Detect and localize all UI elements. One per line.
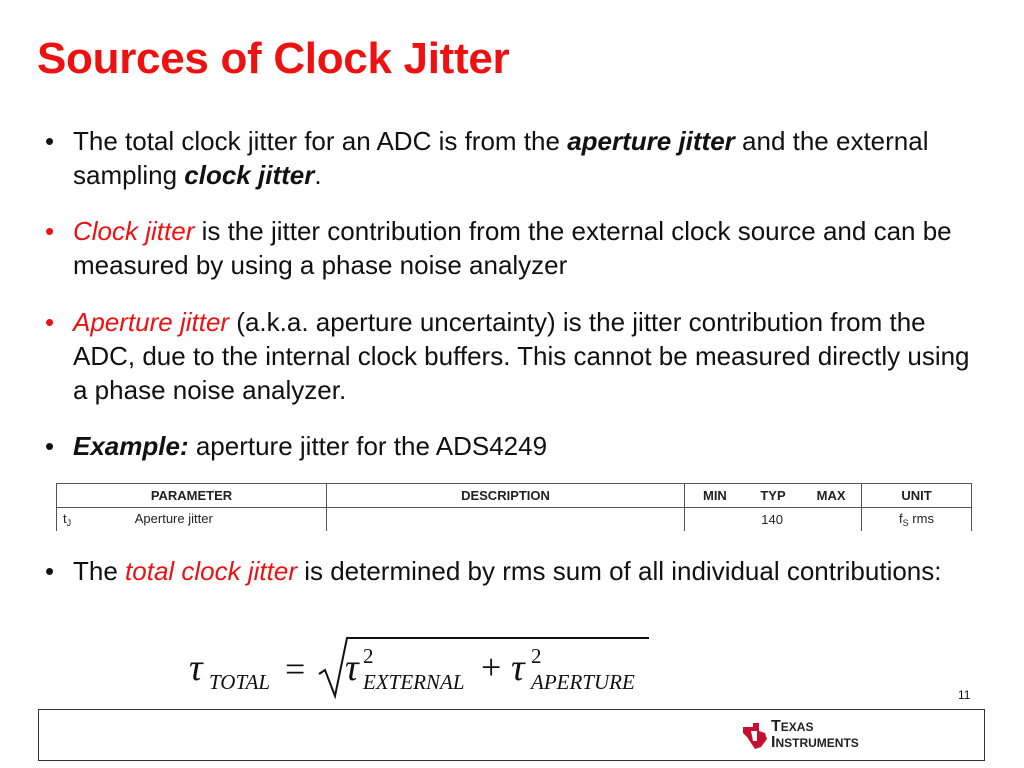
bullet-text: and the external sampling (73, 126, 929, 190)
equals-sign: = (285, 649, 306, 689)
sup-external: 2 (363, 644, 374, 668)
header-unit: UNIT (862, 484, 972, 508)
bullet-clock-jitter (45, 214, 975, 282)
param-name: Aperture jitter (134, 511, 213, 526)
texas-instruments-logo (741, 719, 871, 753)
slide-title: Sources of Clock Jitter (37, 34, 510, 83)
bullet-text: is the jitter contribution from the external clock source and can be measured by using a phase noise analyzer (73, 216, 952, 280)
bullet-dot: • (45, 431, 55, 461)
bullet-text: is determined by rms sum of all individual contributions: (296, 556, 942, 586)
bullet-example (45, 429, 975, 463)
cell-values (685, 508, 862, 532)
bullet-text: The total clock jitter for an ADC is from the (73, 126, 568, 156)
emphasis-clock-jitter: clock jitter (184, 160, 315, 190)
bullet-dot: • (45, 307, 55, 337)
header-typ: TYP (760, 488, 786, 503)
sub-aperture: APERTURE (531, 670, 635, 694)
cell-unit: $f_S$ rms (862, 508, 972, 532)
cell-description (327, 508, 685, 532)
header-min-typ-max (685, 484, 862, 508)
header-parameter: PARAMETER (57, 484, 327, 508)
header-min: MIN (702, 488, 727, 503)
rms-sum-formula (185, 632, 655, 702)
bullet-text: (a.k.a. aperture uncertainty) is the jitter contribution from the ADC, due to the internal clock buffers. This cannot be measured directly using a phase noise analyzer. (73, 307, 970, 405)
bullet-total-jitter (45, 124, 975, 192)
tau-external: τ (345, 647, 359, 689)
term-clock-jitter: Clock jitter (73, 216, 195, 246)
header-max: MAX (816, 488, 846, 503)
bullet-dot: • (45, 216, 55, 246)
example-label: Example: (73, 431, 189, 461)
page-number: 11 (958, 688, 971, 702)
bullet-text: aperture jitter for the ADS4249 (188, 431, 548, 461)
sub-external: EXTERNAL (363, 670, 465, 694)
sub-total: TOTAL (209, 670, 271, 694)
bullet-text: . (314, 160, 322, 190)
bullet-text: The (73, 556, 126, 586)
table-header-row (57, 484, 972, 508)
param-symbol: $t_J$ (63, 511, 72, 528)
header-description: DESCRIPTION (327, 484, 685, 508)
table-row (57, 508, 972, 532)
sup-aperture: 2 (531, 644, 542, 668)
term-total-clock-jitter: total clock jitter (125, 556, 297, 586)
bullet-dot: • (45, 556, 55, 586)
plus-sign: + (481, 647, 502, 687)
ti-state-icon (741, 721, 769, 751)
emphasis-aperture-jitter: aperture jitter (567, 126, 735, 156)
cell-typ: 140 (761, 512, 783, 527)
ti-wordmark: TEXAS INSTRUMENTS (771, 718, 859, 751)
bullet-aperture-jitter (45, 305, 975, 407)
tau-total: τ (189, 647, 203, 689)
tau-aperture: τ (511, 647, 525, 689)
bullet-dot: • (45, 126, 55, 156)
cell-parameter (57, 508, 327, 532)
bullet-total-clock-jitter (45, 554, 975, 588)
term-aperture-jitter: Aperture jitter (73, 307, 230, 337)
spec-table (56, 483, 972, 531)
